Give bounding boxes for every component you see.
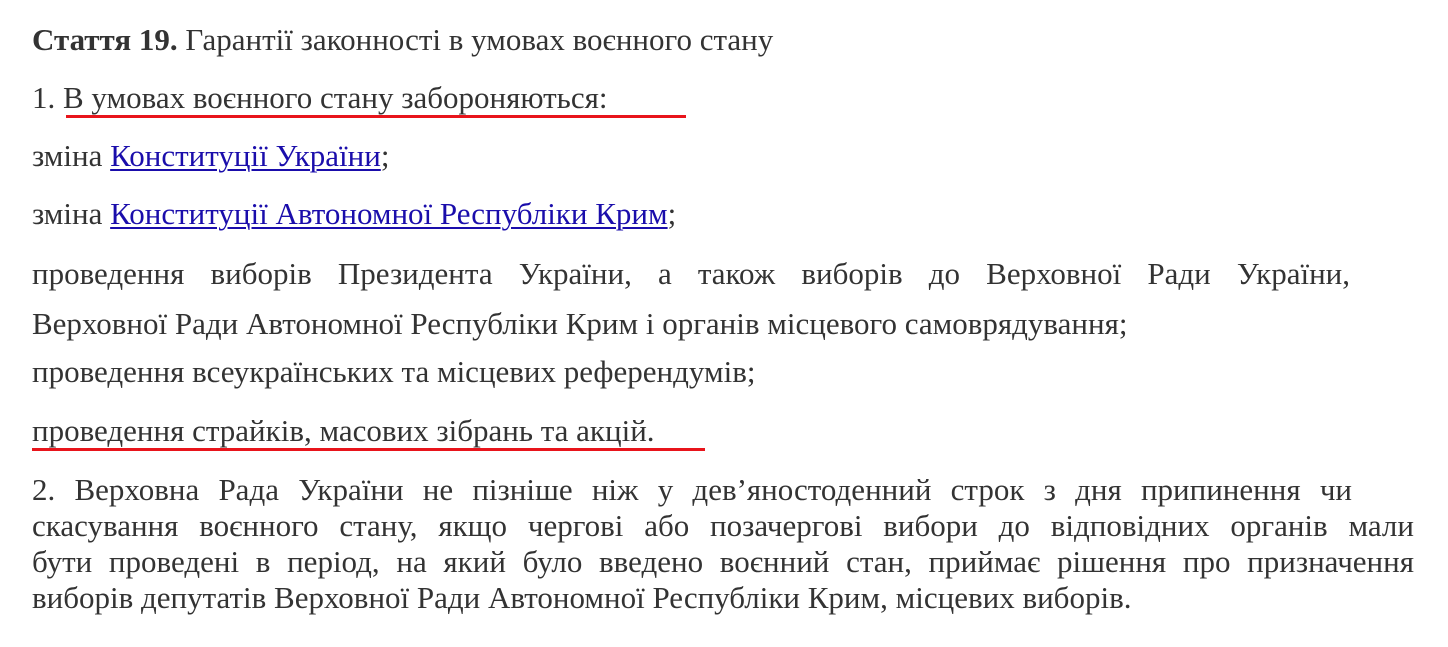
clause-2-line-2: скасування воєнного стану, якщо чергові або позачергові вибори до відповідних органів мали: [32, 508, 1414, 543]
clause-1-number: 1.: [32, 80, 56, 115]
semicolon: ;: [380, 138, 390, 173]
item-strikes: проведення страйків, масових зібрань та акцій.: [32, 413, 655, 448]
item-constitution-change: [32, 138, 389, 174]
highlight-underline-lead: [66, 115, 686, 118]
item-crimea-constitution-change: [32, 196, 676, 232]
item-elections-line-1: проведення виборів Президента України, а також виборів до Верховної Ради України,: [32, 256, 1350, 291]
clause-1-colon: :: [598, 80, 608, 115]
clause-2-line-4: виборів депутатів Верховної Ради Автономної Республіки Крим, місцевих виборів.: [32, 580, 1132, 615]
highlight-underline-strikes: [32, 448, 705, 451]
semicolon: ;: [667, 196, 677, 231]
clause-2: [32, 472, 1414, 616]
clause-2-line-1: 2. Верховна Рада України не пізніше ніж у дев’яностоденний строк з дня припинення чи: [32, 472, 1352, 507]
article-heading: [32, 22, 773, 58]
change-word: зміна: [32, 196, 103, 231]
change-word: зміна: [32, 138, 103, 173]
constitution-link[interactable]: Конституції України: [110, 138, 381, 173]
article-title: Гарантії законності в умовах воєнного стану: [185, 22, 774, 57]
clause-1-lead-text: В умовах воєнного стану забороняються: [63, 80, 599, 115]
crimea-constitution-link[interactable]: Конституції Автономної Республіки Крим: [110, 196, 668, 231]
clause-2-line-3: бути проведені в період, на який було введено воєнний стан, приймає рішення про призначення: [32, 544, 1414, 579]
clause-1-lead: [32, 80, 607, 116]
article-label: Стаття 19.: [32, 22, 178, 57]
item-elections-line-2: Верховної Ради Автономної Республіки Крим і органів місцевого самоврядування;: [32, 306, 1128, 341]
item-referendums: проведення всеукраїнських та місцевих референдумів;: [32, 354, 756, 389]
